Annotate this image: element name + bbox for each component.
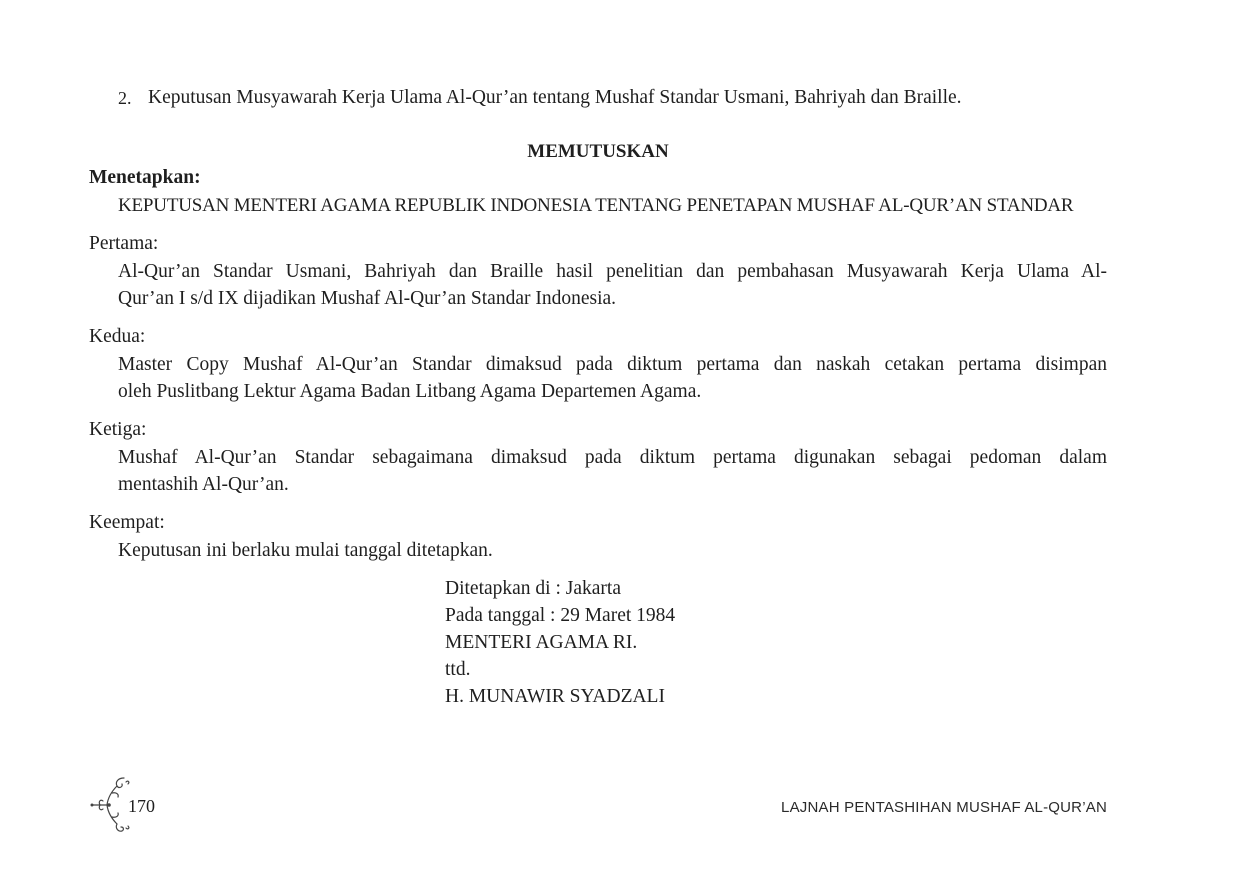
page-number: 170	[128, 796, 155, 816]
list-item-number: 2.	[118, 88, 132, 108]
section-heading: MEMUTUSKAN	[527, 141, 669, 162]
signature-name: H. MUNAWIR SYADZALI	[445, 686, 665, 707]
signature-signed: ttd.	[445, 659, 471, 680]
ketiga-line-2: mentashih Al-Qur’an.	[118, 474, 289, 495]
signature-place: Ditetapkan di : Jakarta	[445, 578, 621, 599]
kedua-line-1: Master Copy Mushaf Al-Qur’an Standar dimaksud pada diktum pertama dan naskah cetakan pertama disimpan	[118, 354, 1107, 375]
kedua-line-2: oleh Puslitbang Lektur Agama Badan Litbang Agama Departemen Agama.	[118, 381, 702, 402]
kedua-label: Kedua:	[89, 326, 146, 347]
ketiga-line-1: Mushaf Al-Qur’an Standar sebagaimana dimaksud pada diktum pertama digunakan sebagai pedoman dalam	[118, 447, 1107, 468]
menetapkan-text: KEPUTUSAN MENTERI AGAMA REPUBLIK INDONESIA TENTANG PENETAPAN MUSHAF AL-QUR’AN STANDAR	[118, 195, 1074, 216]
keempat-label: Keempat:	[89, 512, 165, 533]
floral-ornament-icon	[88, 774, 132, 836]
signature-date: Pada tanggal : 29 Maret 1984	[445, 605, 676, 626]
ketiga-label: Ketiga:	[89, 419, 147, 440]
menetapkan-label: Menetapkan:	[89, 167, 201, 188]
pertama-line-2: Qur’an I s/d IX dijadikan Mushaf Al-Qur’an Standar Indonesia.	[118, 288, 617, 309]
pertama-label: Pertama:	[89, 233, 159, 254]
keempat-line-1: Keputusan ini berlaku mulai tanggal ditetapkan.	[118, 540, 493, 561]
running-header: LAJNAH PENTASHIHAN MUSHAF AL-QUR’AN	[781, 799, 1107, 816]
signature-office: MENTERI AGAMA RI.	[445, 632, 638, 653]
list-item-text: Keputusan Musyawarah Kerja Ulama Al-Qur’an tentang Mushaf Standar Usmani, Bahriyah dan Braille.	[148, 87, 962, 108]
pertama-line-1: Al-Qur’an Standar Usmani, Bahriyah dan Braille hasil penelitian dan pembahasan Musyawarah Kerja Ulama Al-	[118, 261, 1107, 282]
